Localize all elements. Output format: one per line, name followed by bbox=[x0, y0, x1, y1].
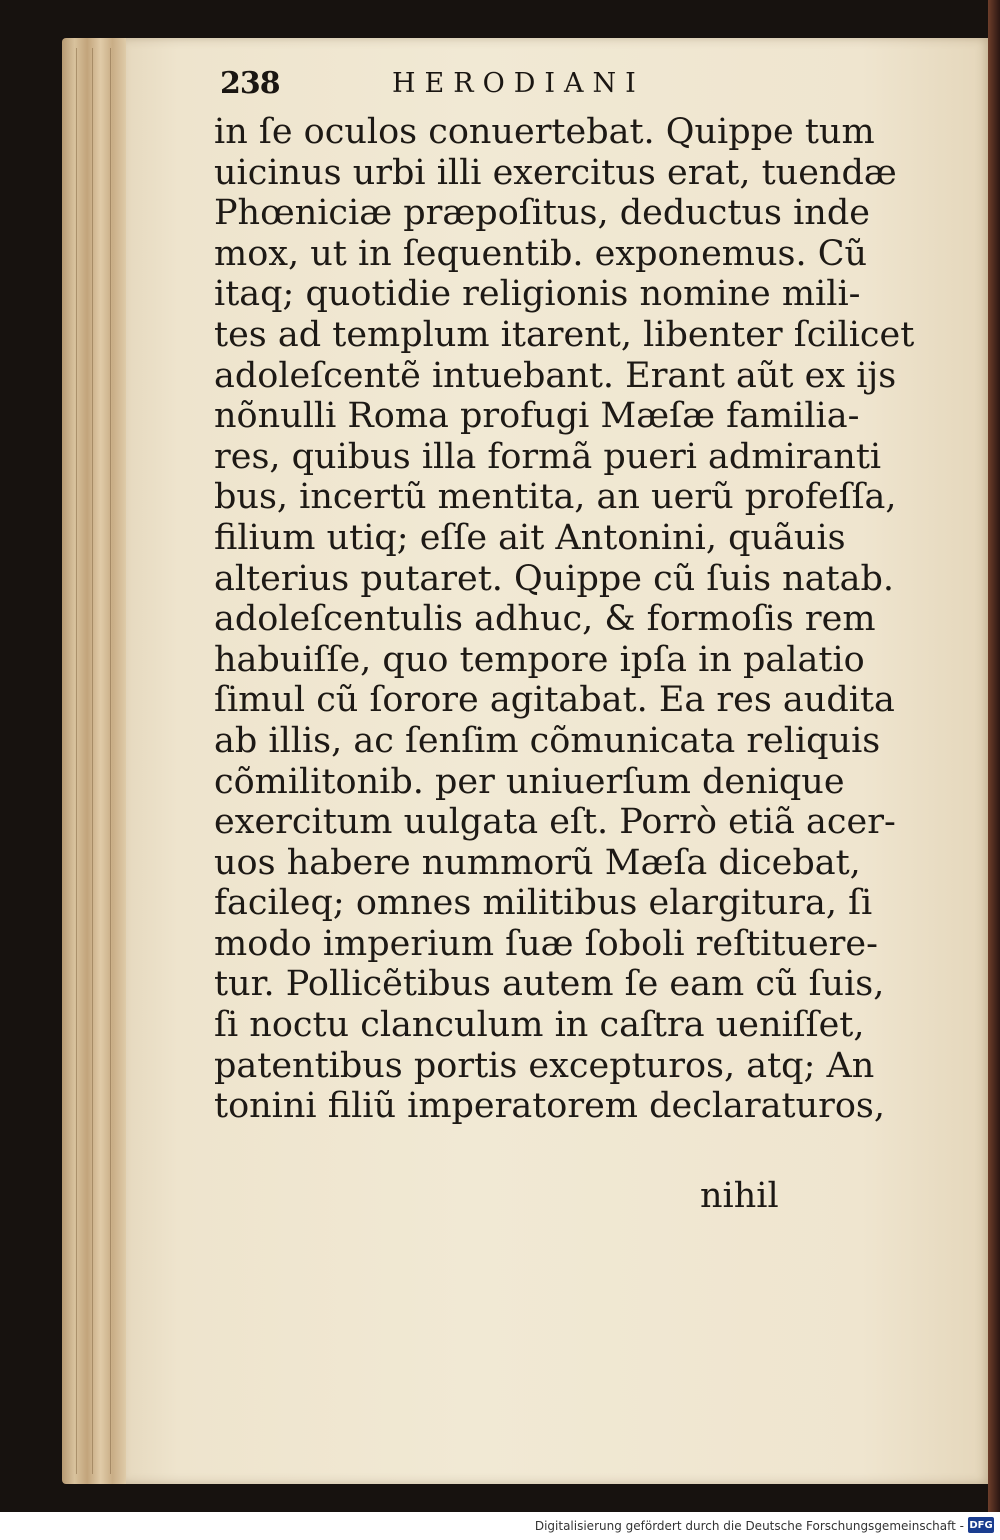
text-line: uicinus urbi illi exercitus erat, tuendæ bbox=[214, 152, 897, 193]
text-line: exercitum uulgata eſt. Porrò etiã acer- bbox=[214, 802, 896, 843]
text-line: ab illis, ac ſenſim cõmunicata reliquis bbox=[214, 720, 881, 761]
page-number: 238 bbox=[220, 66, 280, 101]
text-line: res, quibus illa formã pueri admiranti bbox=[214, 436, 882, 477]
text-line: ſimul cũ ſorore agitabat. Ea res audita bbox=[214, 680, 895, 721]
dfg-logo: DFG bbox=[968, 1517, 994, 1533]
text-line: habuiſſe, quo tempore ipſa in palatio bbox=[214, 639, 865, 680]
catchword: nihil bbox=[700, 1176, 779, 1216]
text-line: alterius putaret. Quippe cũ ſuis natab. bbox=[214, 558, 895, 599]
text-line: modo imperium ſuæ ſoboli reſtituere- bbox=[214, 923, 878, 964]
text-line: nõnulli Roma profugi Mæſæ familia- bbox=[214, 396, 860, 437]
text-line: Phœniciæ præpoſitus, deductus inde bbox=[214, 193, 870, 234]
text-line: bus, incertũ mentita, an uerũ profeſſa, bbox=[214, 477, 897, 518]
text-line: ſi noctu clanculum in caſtra ueniſſet, bbox=[214, 1005, 865, 1046]
text-line: cõmilitonib. per uniuerſum denique bbox=[214, 761, 845, 802]
text-line: filium utiq; eſſe ait Antonini, quãuis bbox=[214, 517, 846, 558]
text-line: patentibus portis excepturos, atq; An bbox=[214, 1045, 875, 1086]
text-line: mox, ut in ſequentib. exponemus. Cũ bbox=[214, 233, 868, 274]
body-text bbox=[214, 112, 915, 1127]
funding-note: Digitalisierung gefördert durch die Deutsche Forschungsgemeinschaft - bbox=[534, 1519, 964, 1533]
text-line: uos habere nummorũ Mæſa dicebat, bbox=[214, 842, 861, 883]
text-line: adoleſcentẽ intuebant. Erant aũt ex ijs bbox=[214, 355, 897, 396]
text-line: in ſe oculos conuertebat. Quippe tum bbox=[214, 112, 875, 152]
text-line: itaq; quotidie religionis nomine mili- bbox=[214, 274, 861, 315]
text-line: tes ad templum itarent, libenter ſcilicet bbox=[214, 314, 915, 355]
page-header bbox=[220, 66, 820, 106]
binding-strip bbox=[988, 0, 1000, 1512]
footer bbox=[0, 1512, 1000, 1540]
text-line: adoleſcentulis adhuc, & formoſis rem bbox=[214, 599, 876, 640]
text-line: tonini filiũ imperatorem declaraturos, bbox=[214, 1086, 885, 1127]
running-head: HERODIANI bbox=[392, 68, 645, 99]
text-line: tur. Pollicẽtibus autem ſe eam cũ ſuis, bbox=[214, 964, 885, 1005]
text-line: facileq; omnes militibus elargitura, ſi bbox=[214, 883, 873, 924]
book-fore-edge bbox=[62, 38, 132, 1484]
